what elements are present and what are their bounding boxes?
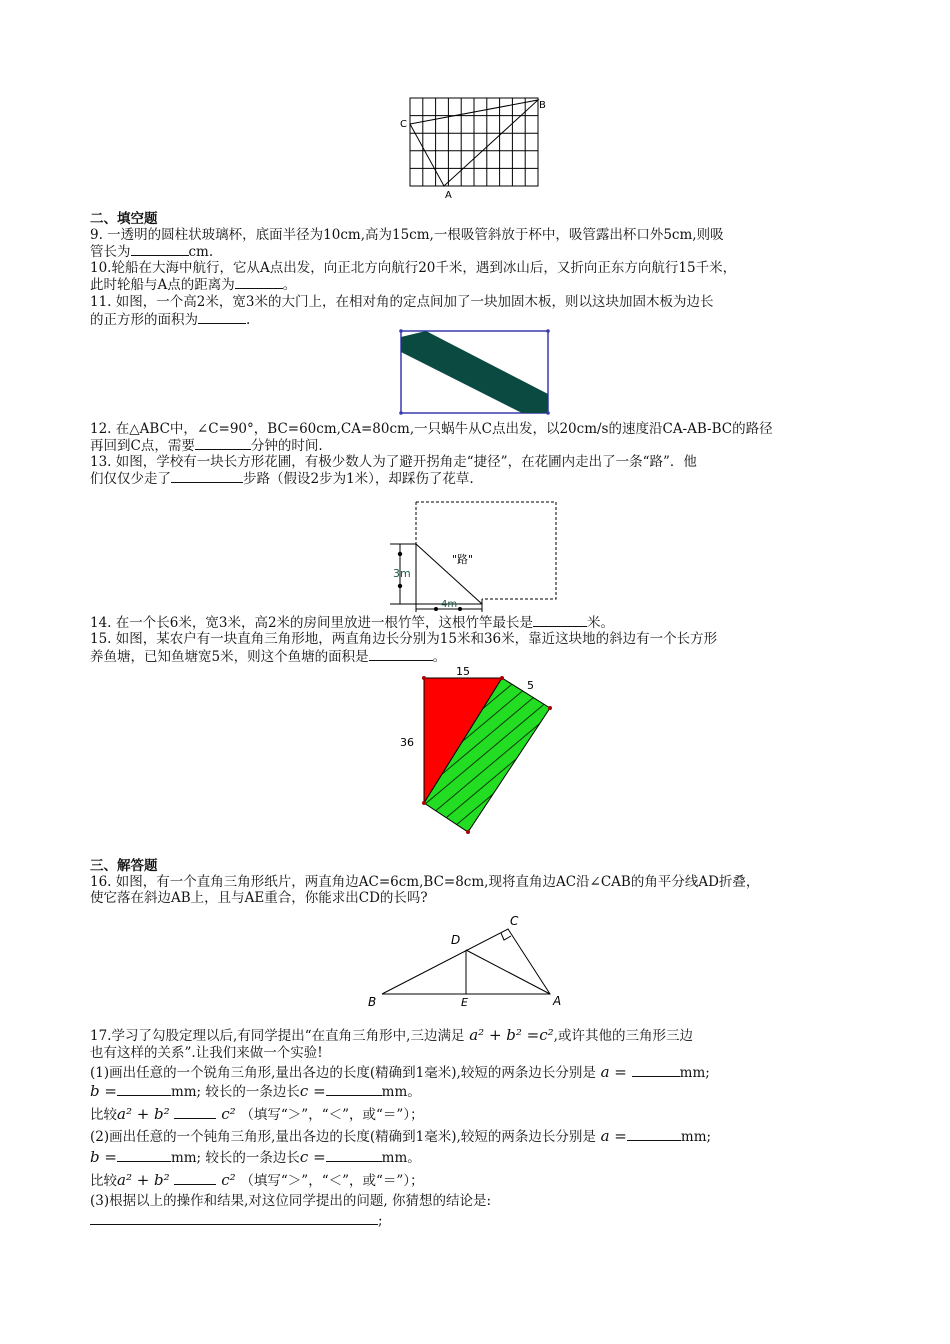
q17-line1: 17.学习了勾股定理以后,有同学提出“在直角三角形中,三边满足 a² + b² =c²,或许其他的三角形三边 [90, 1026, 693, 1044]
q17-part2-line1: (2)画出任意的一个钝角三角形,量出各边的长度(精确到1毫米),较短的两条边长分别是 a = mm; [90, 1127, 712, 1145]
q16-line1: 16. 如图，有一个直角三角形纸片，两直角边AC=6cm,BC=8cm,现将直角边AC沿∠CAB的角平分线AD折叠， [90, 874, 760, 890]
reinforcement-plank [401, 331, 548, 413]
q17-part1-line1: (1)画出任意的一个锐角三角形,量出各边的长度(精确到1毫米),较短的两条边长分别是 a = mm; [90, 1063, 710, 1081]
gate-plank-figure [398, 328, 553, 418]
q9-line2: 管长为 cm. [90, 244, 214, 260]
label-d: D [451, 933, 461, 947]
q17-answer-line: ; [90, 1212, 870, 1229]
q17-part1-compare: 比较a² + b² c² （填写“＞”，“＜”，或“＝”）； [90, 1105, 424, 1123]
q17-part2-compare: 比较a² + b² c² （填写“＞”，“＜”，或“＝”）； [90, 1171, 424, 1189]
width-5-label: 5 [527, 679, 534, 692]
label-b: B [368, 995, 377, 1008]
q16-line2: 使它落在斜边AB上，且与AE重合，你能求出CD的长吗? [90, 890, 428, 906]
q11-line1: 11. 如图，一个高2米，宽3米的大门上，在相对角的定点间加了一块加固木板，则以这块加固木板为边长 [90, 294, 714, 310]
side-3m-label: 3m [393, 567, 411, 580]
leg-15-label: 15 [456, 665, 470, 678]
q13-line1: 13. 如图，学校有一块长方形花圃，有极少数人为了避开拐角走“捷径”，在花圃内走出了一条“路”．他 [90, 454, 697, 470]
bisector-ad [466, 950, 550, 994]
q10-line1: 10.轮船在大海中航行，它从A点出发，向正北方向航行20千米，遇到冰山后，又折向正东方向航行15千米， [90, 260, 737, 276]
label-e: E [461, 996, 468, 1008]
section-fill-in-title: 二、填空题 [90, 211, 158, 227]
q15-line1: 15. 如图，某农户有一块直角三角形地，两直角边长分别为15米和36米，靠近这块地的斜边有一个长方形 [90, 631, 718, 647]
q13-line2: 们仅仅少走了 步路（假设2步为1米），却踩伤了花草. [90, 471, 474, 487]
grid-triangle-figure [398, 96, 548, 200]
q12-line1: 12. 在△ABC中，∠C=90°，BC=60cm,CA=80cm,一只蜗牛从C点出发，以20cm/s的速度沿CA-AB-BC的路径 [90, 421, 773, 437]
leg-36-label: 36 [400, 736, 414, 749]
label-b: B [539, 100, 546, 111]
side-4m-label: 4m [441, 599, 458, 610]
road-label: "路" [452, 553, 474, 566]
label-a: A [445, 190, 452, 200]
q12-line2: 再回到C点，需要 分钟的时间. [90, 438, 323, 454]
q14-line: 14. 在一个长6米，宽3米，高2米的房间里放进一根竹竿，这根竹竿最长是 米。 [90, 615, 615, 631]
folded-triangle-figure [362, 908, 572, 1008]
q17-line2: 也有这样的关系”.让我们来做一个实验! [90, 1045, 323, 1061]
label-c: C [400, 119, 407, 130]
section-answer-title: 三、解答题 [90, 858, 158, 874]
q11-line2: 的正方形的面积为 . [90, 312, 251, 328]
q9-line1: 9. 一透明的圆柱状玻璃杯，底面半径为10cm,高为15cm,一根吸管斜放于杯中，吸管露出杯口外5cm,则吸 [90, 227, 724, 243]
q17-part3: (3)根据以上的操作和结果,对这位同学提出的问题, 你猜想的结论是: [90, 1193, 492, 1209]
q15-line2: 养鱼塘，已知鱼塘宽5米，则这个鱼塘的面积是 。 [90, 649, 447, 665]
flowerbed-shortcut-figure [386, 500, 561, 612]
field-fishpond-figure [396, 664, 561, 839]
label-a: A [553, 994, 562, 1008]
q10-line2: 此时轮船与A点的距离为 。 [90, 277, 297, 293]
q17-part1-line2: b = mm; 较长的一条边长c = mm。 [90, 1082, 421, 1100]
label-c: C [510, 914, 519, 928]
pythagorean-formula: a² + b² =c² [464, 1026, 554, 1044]
q17-part2-line2: b = mm; 较长的一条边长c = mm。 [90, 1148, 421, 1166]
flowerbed-outline [416, 502, 556, 599]
